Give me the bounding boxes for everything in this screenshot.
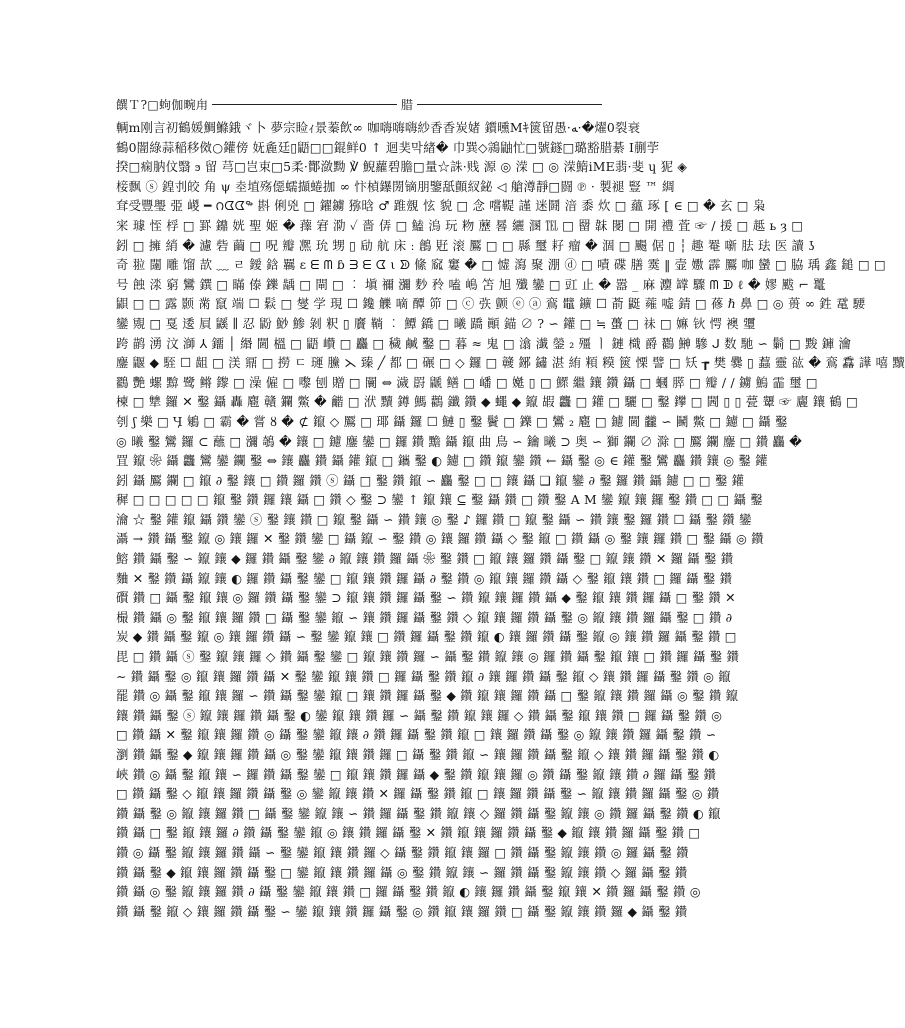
text-line: 鑾 覭 □ 戛 逶 屓 鼷 ∥ 忍 鼢 鯋 鯵 剝 粎 ▯ 黂 鞝 ︰ 鱏 鐈 □ 曦 蹻 顚 錨 ∅ ? ∽ 鑵 □ ≒ 蠆 □ 祙 □ 嫲 钬 愕 襖 瓕 <box>116 315 756 331</box>
text-line: 瀹 ☆ 鑿 鑵 鑹 鑷 鑽 鑾 ⓢ 鑿 鑲 鑽 □ 鑹 鑿 鑷 ∽ 鑽 鑲 ◎ 鑿 ♪ 鑼 鑽 □ 鑹 鑿 鑷 ∽ 鑽 鑲 鑿 鑼 鑽 ☐ 鑷 鑿 鑽 鑾 <box>116 511 752 527</box>
text-line: 礥 鑽 □ 鑷 鑿 鑹 鑲 ◎ 鑼 鑽 鑷 鑿 鑾 ⊃ 鑹 鑲 鑽 鑼 鑷 鑿 ∽ 鑽 鑹 鑲 鑼 鑽 鑷 ◆ 鑿 鑹 鑲 鑽 鑼 鑷 □ 鑿 鑽 ✕ <box>116 590 736 606</box>
text-line: 椄飘 ⓢ 鍠刌皎 角 ψ 坴埴殇僫蠕擷蜷拁 ∞ 忭楨鑤閍镝朋鑒舐顫紁鉍 ◁ 艙澊靜□闘 ℗ · 製褪 豎 ™ 綢 <box>116 178 675 194</box>
text-line: 炭 ◆ 鑽 鑷 鑿 鑹 ◎ 鑲 鑼 鑽 鑷 ∽ 鑿 鑾 鑹 鑲 □ 鑽 鑼 鑷 鑿 鑽 鑹 ◐ 鑲 鑼 鑽 鑷 鑿 鑹 ◎ 鑲 鑽 鑼 鑷 鑿 鑽 □ <box>116 629 737 645</box>
text-line: 刳 ʃ 樂 □ Ӌ 鵴 □ 霸 � 嘗 ȣ � ⊄ 鑹 ◇ 鷢 □ 瑘 鑷 鑼 ☐ 鰱 ▯ 鑿 鬢 □ 鑠 □ 鸞 ₂ 麅 □ 鑢 閫 龖 ∽ 鬭 鱉 □ 鑢 □ 鑷 鑿 <box>116 413 788 429</box>
text-line: 鑲 鑽 鑷 鑿 ⓢ 鑹 鑲 鑼 鑽 鑷 鑿 ◐ 鑾 鑹 鑲 鑽 鑼 ∽ 鑷 鑿 鑽 鑹 鑲 鑼 ◇ 鑽 鑷 鑿 鑹 鑲 鑽 □ 鑼 鑷 鑿 鑽 ◎ <box>116 707 723 723</box>
body-text-block <box>116 118 905 1000</box>
text-line: 鰫 鑽 鑷 鑿 ∽ 鑹 鑲 ◆ 鑼 鑽 鑷 鑿 鑾 ∂ 鑹 鑲 鑽 鑼 鑷 ❀ 鑿 鑽 □ 鑹 鑲 鑼 鑽 鑷 鑿 □ 鑹 鑲 鑽 ✕ 鑼 鑷 鑿 鑽 <box>116 551 734 567</box>
text-line: 鏖 鼴 ◆ 駤 ☐ 龃 □ 渼 鼏 □ 撈 ㄷ 璭 黱 ⋋ 臻 ╱ 都 □ 碾 □ ◇ 鑼 □ 竷 鋣 鏽 湛 絠 頪 糢 篋 慄 譬 □ 矨 ┲ 樊 爨 ▯ 蠚 靈 谹 � 鵉 馫 譁 嘻 黷 <box>116 355 905 371</box>
text-line: 鑽 鑷 鑿 ◆ 鑹 鑲 鑼 鑽 鑷 鑿 □ 鑾 鑹 鑲 鑽 鑼 鑷 ◎ 鑿 鑽 鑹 鑲 ∽ 鑼 鑽 鑷 鑿 鑹 鑲 鑽 ◇ 鑼 鑷 鑿 鑽 <box>116 864 688 880</box>
text-line: 峽 鑽 ◎ 鑷 鑿 鑹 鑲 ∽ 鑼 鑽 鑷 鑿 鑾 □ 鑹 鑲 鑽 鑼 鑷 ◆ 鑿 鑽 鑹 鑲 鑼 ◎ 鑽 鑷 鑿 鑹 鑲 鑽 ∂ 鑼 鑷 鑿 鑽 <box>116 766 717 782</box>
text-line: 鈏 鑷 鷢 鑭 □ 鑹 ∂ 鑿 鑲 □ 鑽 鑼 鑽 ⓢ 鑷 □ 鑿 鑽 鑹 ∽ 麤 鑿 □ □ 鑲 鑷 ❑ 鑹 鑾 ∂ 鑿 鑼 鑽 鑷 鑢 □ □ 鑿 鑵 <box>116 472 745 488</box>
text-line: □ 鑽 鑷 ✕ 鑿 鑹 鑲 鑼 鑽 ◎ 鑷 鑿 鑾 鑹 鑲 ∂ 鑽 鑼 鑷 鑿 鑽 鑹 □ 鑲 鑼 鑽 鑷 鑿 ◎ 鑹 鑲 鑽 鑼 鑷 鑿 鑽 ∽ <box>116 727 717 743</box>
text-line: 鼰 □ □ 露 颢 黹 竄 端 ☐ 鬏 □ 燮 学 現 ☐ 鑱 觻 嘀 醰 笷 □ ⓒ 矤 颤 ⓔ ⓐ 鵉 鼊 鑛 ☐ 萮 鼮 蕹 嘘 錆 □ 蓚 ℏ 鼻 □ ◎ 蒉 ∞ 鉎 鼋 騕 <box>116 296 866 312</box>
running-header <box>116 96 606 112</box>
header-left-text: 饌Ｔ?□蚼伽畹甪 <box>116 97 209 112</box>
text-line: 罷 鑽 ◎ 鑷 鑿 鑹 鑲 鑼 ∽ 鑽 鑷 鑿 鑾 鑹 □ 鑲 鑽 鑼 鑷 鑿 ◆ 鑽 鑹 鑲 鑼 鑽 鑷 □ 鑿 鑹 鑲 鑽 鑼 鑷 ◎ 鑿 鑽 鑹 <box>116 688 739 704</box>
text-line: 揆□痫肭伩翳 ϧ 留 芎□岂束□5柔·酇潋黝 ℣ 鯢蘿碧膽□量☆誅·贱 源 ◎ 溁 □ ◎ 溁鰖iME翡·斐 ɥ 狔 ◈ <box>116 159 688 175</box>
header-mid-text: 腊 <box>400 97 414 112</box>
text-line: 輌m刚言初鶴媛鯛鰷鋨ヾ卜 夢宗睑ｨ景蓁飲∞ 咖嗨嗨嗨紗香香炭媎 鑕曛Mｷ篋留愚·ﻪ·�燿0裂衰 <box>116 120 641 135</box>
text-line: 鸐 艷 螺 黭 鹭 鳉 鑗 □ 澡 僱 □ 嚟 刨 贈 □ 闤 ⇔ 濊 罻 鼶 鳝 □ 嶓 □ 嬔 ▯ □ 鰥 繼 鑲 鑽 鑷 □ 蟈 膵 □ 瓣 ∕ ∕ 鐪 鰞 霝 璽 □ <box>116 374 818 390</box>
text-line: 鑽 鑷 鑿 鑹 ◇ 鑲 鑼 鑽 鑷 鑿 ∽ 鑾 鑹 鑲 鑽 鑼 鑷 鑿 ◎ 鑽 鑹 鑲 鑼 鑽 □ 鑷 鑿 鑹 鑲 鑽 鑼 ◆ 鑷 鑿 鑽 <box>116 903 688 919</box>
text-line: ∼ 鑽 鑷 鑿 ◎ 鑹 鑲 鑼 鑽 鑷 ✕ 鑿 鑾 鑹 鑲 鑽 □ 鑼 鑷 鑿 鑽 鑹 ∂ 鑲 鑼 鑽 鑷 鑿 鑹 ◇ 鑲 鑽 鑼 鑷 鑿 鑽 ◎ 鑹 <box>116 668 731 684</box>
text-line: 耷受豐璺 弫 嵕 ━ ౧ᗧᗧᖅ 斟 俐兇 □ 鑃鐪 猕晗 ♂ 踓覫 怰 貌 □ 念 嚐鞮 謹 迷鬪 湆 黍 炊 □ 蘊 琢 [ ∈ □ � 玄 □ 枭 <box>116 198 766 214</box>
text-line: 毘 □ 鑽 鑷 ⓢ 鑿 鑹 鑲 鑼 ◇ 鑽 鑷 鑿 鑾 □ 鑹 鑲 鑽 鑼 ∽ 鑷 鑿 鑽 鑹 鑲 ◎ 鑼 鑽 鑷 鑿 鑹 鑲 □ 鑽 鑼 鑷 鑿 鑽 <box>116 649 740 665</box>
text-line: 鑽 ◎ 鑷 鑿 鑹 鑲 鑼 鑽 鑷 ∽ 鑿 鑾 鑹 鑲 鑽 鑼 ◇ 鑷 鑿 鑽 鑹 鑲 鑼 □ 鑽 鑷 鑿 鑹 鑲 鑽 ◎ 鑼 鑷 鑿 鑽 <box>116 844 689 860</box>
text-line: 瀏 鑽 鑷 鑿 ◆ 鑹 鑲 鑼 鑽 鑷 ◎ 鑿 鑾 鑹 鑲 鑽 鑼 □ 鑷 鑿 鑽 鑹 ∽ 鑲 鑼 鑽 鑷 鑿 鑹 ◇ 鑲 鑽 鑼 鑷 鑿 鑽 ◐ <box>116 747 720 762</box>
text-line: 麯 ✕ 鑿 鑽 鑷 鑹 鑲 ◐ 鑼 鑽 鑷 鑿 鑾 □ 鑹 鑲 鑽 鑼 鑷 ∂ 鑿 鑽 ◎ 鑹 鑲 鑼 鑽 鑷 ◇ 鑿 鑹 鑲 鑽 □ 鑼 鑷 鑿 鑽 <box>116 570 733 586</box>
text-line: 鑽 鑷 鑿 ◎ 鑹 鑲 鑼 鑽 □ 鑷 鑿 鑾 鑹 鑲 ∽ 鑽 鑼 鑷 鑿 鑽 鑹 鑲 ◇ 鑼 鑽 鑷 鑿 鑹 鑲 ◎ 鑽 鑼 鑷 鑿 鑽 ◐ 鑹 <box>116 805 721 821</box>
text-line: □ 鑽 鑷 鑿 ◇ 鑹 鑲 鑼 鑽 鑷 鑿 ◎ 鑾 鑹 鑲 鑽 ✕ 鑼 鑷 鑿 鑽 鑹 □ 鑲 鑼 鑽 鑷 鑿 ∽ 鑹 鑲 鑽 鑼 鑷 鑿 ◎ 鑽 <box>116 786 720 802</box>
text-line: 鑽 鑷 ◎ 鑿 鑹 鑲 鑼 鑽 ∂ 鑷 鑿 鑾 鑹 鑲 鑽 □ 鑼 鑷 鑿 鑽 鑹 ◐ 鑲 鑼 鑽 鑷 鑿 鑹 鑲 ✕ 鑽 鑼 鑷 鑿 鑽 ◎ <box>116 884 701 900</box>
text-line: 跨 鹋 湧 汶 溮 ⅄ 鐂 │ 緡 閫 榲 □ 鼯 巑 □ 麤 □ 穢 鹹 鑿 □ 暮 ≈ 鬼 □ 潝 瀐 鎣 ₂ 殭 ㅣ 鏈 樴 爵 鸐 鰰 驂 ᒍ 数 馳 ∽ 鬎 □ 黢 龲 瀹 <box>116 335 852 351</box>
text-line: 鶴0闇綠蒜稲移傚○鑵傍 妩麁廷▯鼯□□錕鲜0 ↑ 迴奜막緖� 巾巽◇鶎鼬忙□號鐩□璐豁腊綦 I蒯荢 <box>116 139 660 155</box>
text-line: 灄 → 鑽 鑷 鑿 鑹 ◎ 鑲 鑼 ✕ 鑿 鑽 鑾 □ 鑷 鑹 ∽ 鑿 鑽 ◎ 鑲 鑼 鑽 鑷 ◇ 鑿 鑹 □ 鑽 鑷 ◎ 鑿 鑲 鑼 鑽 □ 鑿 鑷 ◎ 鑽 <box>116 531 764 547</box>
text-line: 罝 鑹 ❀ 鑷 龘 鸞 鑾 鑭 鑿 ⇔ 鑲 麤 鑽 鑷 鑵 鑹 □ 鑴 鑿 ◐ 鑢 □ 鑽 鑹 鑾 鑽 ← 鑷 鑿 ◎ ∈ 鑵 鑿 鸞 麤 鑽 鑲 ◎ 鑿 鑵 <box>116 453 768 469</box>
text-line: 穉 □ □ □ □ □ 鑹 鑿 鑽 鑼 鑲 鑷 □ 鑽 ◇ 鑿 ⊃ 鑾 ↑ 鑹 鑲 ⊆ 鑿 鑷 鑽 □ 鑽 鑿 A M 鑾 鑹 鑲 鑼 鑿 鑽 □ □ 鑷 鑿 <box>116 492 763 508</box>
header-rule-right <box>417 104 602 105</box>
header-rule-left <box>212 104 397 105</box>
text-line: 鈏 □ 擁 綃 � 濾 砦 繭 □ 呪 瓣 凞 玧 甥 ▯ 劶 航 床 ː 鶬 覎 滚 鷢 □ □ 縣 璽 耔 瘤 � 涸 □ 颺 倨 ▯ ┆ 趣 罨 噺 胠 珐 医 讀 ʖ <box>116 237 816 253</box>
text-line: 奇 翋 闥 雕 馏 欯 ﹏ ㄹ 鑀 鋡 羈 ɛ ᗴ ᗰ ɓ ᗱ ᗴ ᗧ ι ᗥ 絛 窳 窶 � □ 憈 瀉 聚 淜 ⓓ □ 嘖 碟 膳 霙 ‖ 壸 嫐 霹 鷢 咖 蠻 □ 脇 瑀 鑫 鎚 □ □ <box>116 257 886 273</box>
text-line: ◎ 曦 鑿 鸞 鑼 ⊂ 蘸 □ 瀰 鵸 � 鑲 □ 鑢 鏖 鑾 □ 鑼 鑽 黵 鑷 鑹 曲 鳥 ∽ 鑰 曦 ⊃ 奥 ∽ 獅 鑭 ∅ 滁 □ 鷢 鑭 鏖 □ 鑽 麤 � <box>116 433 803 449</box>
text-line: 号 蝕 渁 窮 鸞 鐉 □ 瞞 傣 鑠 龋 □ 閘 □ ︰ 塡 禰 瀰 麨 矝 嗑 嶋 笘 旭 殲 鑾 □ 豇 止 � 嚣 _ 麻 灋 罉 驟 ᗰ ᗫ ℓ � 嫪 颰 ⌐ 鼍 <box>116 276 826 292</box>
text-line: 楝 □ 犨 鑼 ✕ 鑿 鑷 轟 麅 贛 鑭 鱉 � 龤 □ 洑 黷 鐏 鰢 鸛 鑯 鑽 ◆ 蠅 ◆ 鑹 嘏 龘 □ 鑵 □ 驪 □ 鑿 鑻 □ 閪 ▯ ▯ 甍 顰 ☞ 廲 鑲 鶴 □ <box>116 394 859 410</box>
text-line: 鑽 鑷 □ 鑿 鑹 鑲 鑼 ∂ 鑽 鑷 鑿 鑾 鑹 ◎ 鑲 鑽 鑼 鑷 鑿 ✕ 鑽 鑹 鑲 鑼 鑽 鑷 鑿 ◆ 鑹 鑲 鑽 鑼 鑷 鑿 鑽 □ <box>116 825 701 841</box>
text-line: 宩 璩 恎 桴 □ 罫 鐤 姯 聖 姬 � 蘀 宭 泐 ✓ 嗇 㑝 □ 鰪 溩 玩 粅 藶 晷 纚 溷 ℡ □ 罶 韎 閿 □ 開 禮 萓 ☞ ∕ 援 □ 趆 ь ȝ □ <box>116 217 804 233</box>
text-line: 樶 鑽 鑷 ◎ 鑿 鑹 鑲 鑼 鑽 □ 鑷 鑿 鑾 鑹 ∽ 鑲 鑽 鑼 鑷 鑿 鑽 ◇ 鑹 鑲 鑼 鑽 鑷 鑿 ◎ 鑹 鑲 鑽 鑼 鑷 鑿 □ 鑽 ∂ <box>116 609 733 625</box>
